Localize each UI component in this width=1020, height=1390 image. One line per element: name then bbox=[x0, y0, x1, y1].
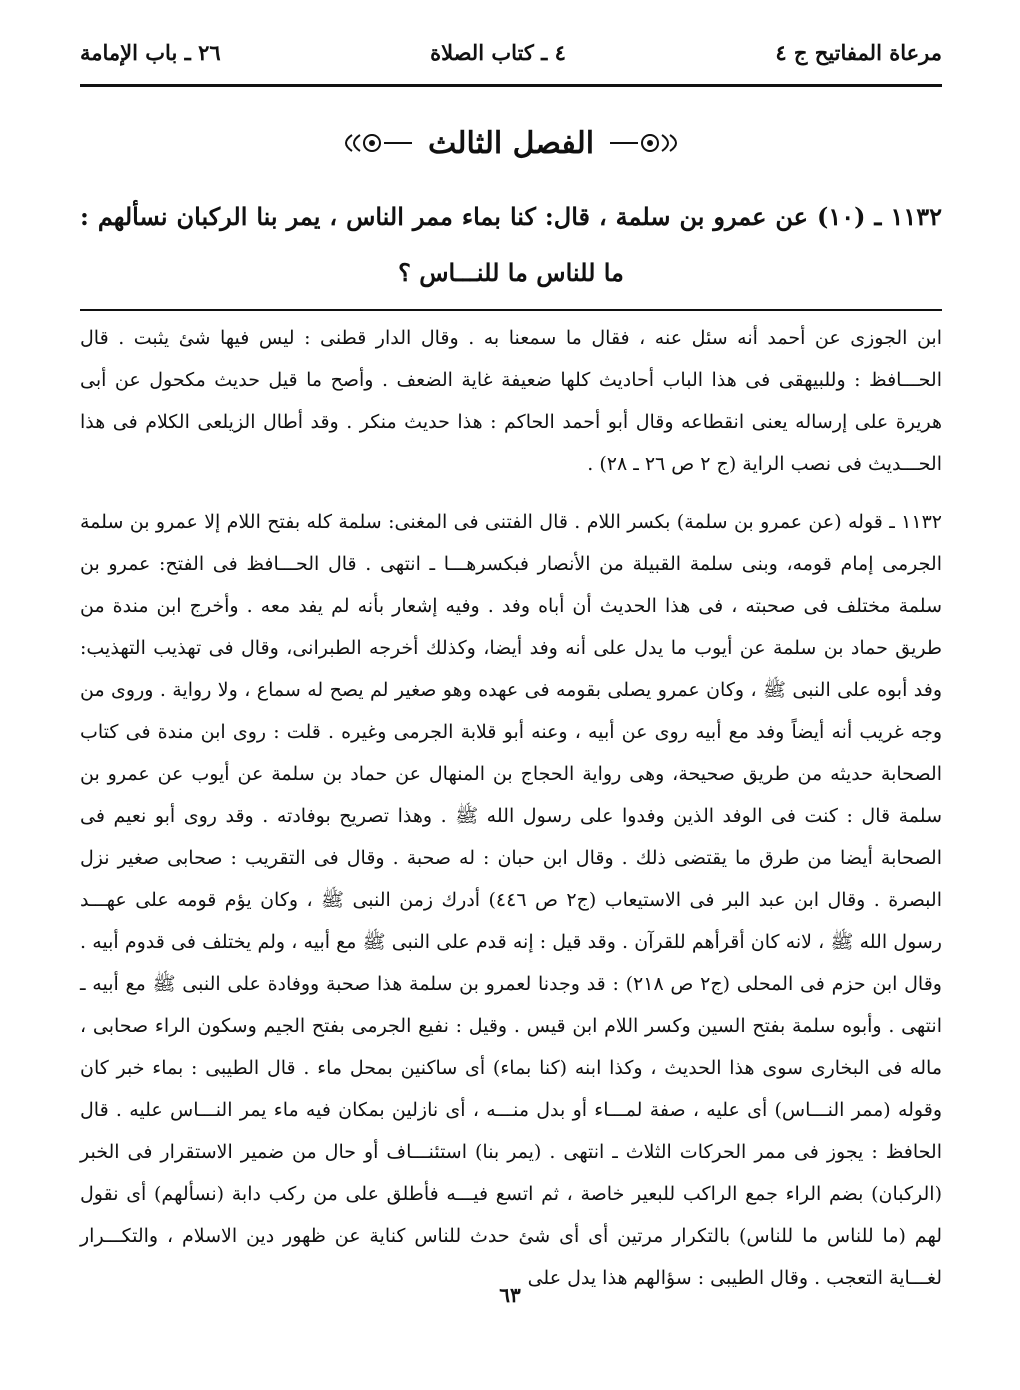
commentary bbox=[80, 317, 942, 1299]
separator-rule bbox=[80, 309, 942, 311]
header-rule bbox=[80, 84, 942, 87]
chapter-heading bbox=[80, 115, 942, 171]
ornament-icon bbox=[608, 130, 688, 156]
ornament-icon bbox=[334, 130, 414, 156]
chapter-reference: ٢٦ ـ باب الإمامة bbox=[80, 39, 221, 65]
hadith-text: ١١٣٢ ـ (١٠) عن عمرو بن سلمة ، قال: كنا بماء ممر الناس ، يمر بنا الركبان نسألهم : ما للناس ما للنـــاس ؟ bbox=[80, 202, 942, 287]
book-title: مرعاة المفاتيح ج ٤ bbox=[775, 39, 942, 65]
paragraph-gap bbox=[80, 485, 942, 501]
running-header bbox=[80, 30, 942, 74]
commentary-paragraph: ١١٣٢ ـ قوله (عن عمرو بن سلمة) بكسر اللام . قال الفتنى فى المغنى: سلمة كله بفتح اللام إلا عمرو بن سلمة الجرمى إمام قومه، وبنى سلمة القبيلة من الأنصار فبكسرهـــا ـ انتهى . قال الحـــافظ فى الفتح: عمرو بن سلمة مختلف فى صحبته ، فى هذا الحديث أن أباه وفد . وفيه إشعار بأنه لم يفد معه . وأخرج ابن مندة من طريق حماد بن سلمة عن أيوب ما يدل على أنه وفد أيضا، وكذلك أخرجه الطبرانى، وقال فى تهذيب التهذيب: وفد أبوه على النبى ﷺ ، وكان عمرو يصلى بقومه فى عهده وهو صغير لم يصح له سماع ، ولا رواية . وروى من وجه غريب أنه أيضاً وفد مع أبيه روى عن أبيه ، وعنه أبو قلابة الجرمى وغيره . قلت : روى ابن مندة فى كتاب الصحابة حديثه من طريق صحيحة، وهى رواية الحجاج بن المنهال عن حماد بن سلمة عن أيوب عن عمرو بن سلمة قال : كنت فى الوفد الذين وفدوا على رسول الله ﷺ . وهذا تصريح بوفادته . وقد روى أبو نعيم فى الصحابة أيضا من طرق ما يقتضى ذلك . وقال ابن حبان : له صحبة . وقال فى التقريب : صحابى صغير نزل البصرة . وقال ابن عبد البر فى الاستيعاب (ج٢ ص ٤٤٦) أدرك زمن النبى ﷺ ، وكان يؤم قومه على عهـــد رسول الله ﷺ ، لانه كان أقرأهم للقرآن . وقد قيل : إنه قدم على النبى ﷺ مع أبيه ، ولم يختلف فى قدوم أبيه . وقال ابن حزم فى المحلى (ج٢ ص ٢١٨) : قد وجدنا لعمرو بن سلمة هذا صحبة ووفادة على النبى ﷺ مع أبيه ـ انتهى . وأبوه سلمة بفتح السين وكسر اللام ابن قيس . وقيل : نفيع الجرمى بفتح الجيم وسكون الراء صحابى ، ماله فى البخارى سوى هذا الحديث ، وكذا ابنه (كنا بماء) أى ساكنين بمحل ماء . قال الطيبى : بماء خبر كان وقوله (ممر النـــاس) أى عليه ، صفة لمـــاء أو بدل منـــه ، أى نازلين بمكان فيه ماء يمر النـــاس عليه . قال الحافظ : يجوز فى ممر الحركات الثلاث ـ انتهى . (يمر بنا) استئنـــاف أو حال من ضمير الاستقرار فى الخبر (الركبان) بضم الراء جمع الراكب للبعير خاصة ، ثم اتسع فيـــه فأطلق على من ركب دابة (نسألهم) أى نقول لهم (ما للناس ما للناس) بالتكرار مرتين أى أى شئ حدث للناس كناية عن ظهور دين الاسلام ، والتكـــرار لغـــاية التعجب . وقال الطيبى : سؤالهم هذا يدل على bbox=[80, 511, 942, 1289]
page-number: ٦٣ bbox=[499, 1283, 521, 1307]
section-title: ٤ ـ كتاب الصلاة bbox=[430, 39, 566, 65]
commentary-paragraph: ابن الجوزى عن أحمد أنه سئل عنه ، فقال ما سمعنا به . وقال الدار قطنى : ليس فيها شئ يثبت . قال الحـــافظ : وللبيهقى فى هذا الباب أحاديث كلها ضعيفة غاية الضعف . وأصح ما قيل حديث مكحول عن أبى هريرة على إرساله يعنى انقطاعه وقال أبو أحمد الحاكم : هذا حديث منكر . وقد أطال الزيلعى الكلام فى هذا الحـــديث فى نصب الراية (ج ٢ ص ٢٦ ـ ٢٨) . bbox=[80, 327, 942, 475]
chapter-title: الفصل الثالث bbox=[427, 125, 595, 161]
